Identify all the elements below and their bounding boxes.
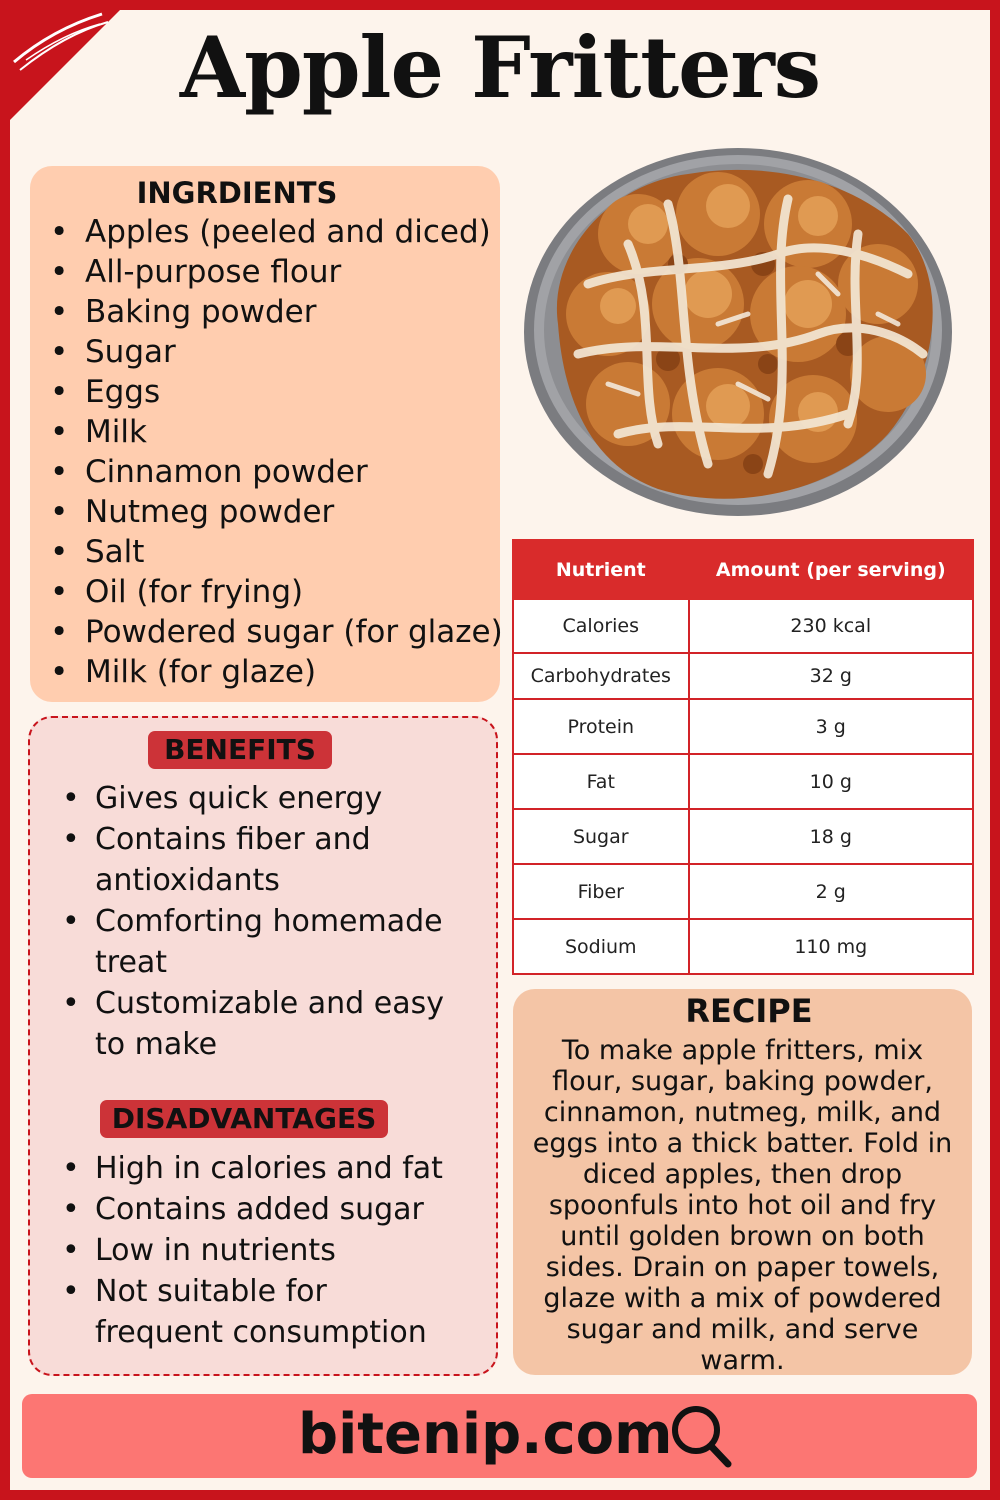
disadvantage-text: High in calories and fat xyxy=(95,1151,443,1186)
nutrient-cell: Carbohydrates xyxy=(513,653,689,699)
list-item: • Customizable and easy to make xyxy=(62,983,482,1065)
ingredient-text: Powdered sugar (for glaze) xyxy=(85,614,503,650)
list-item: • High in calories and fat xyxy=(62,1148,482,1189)
table-row xyxy=(513,653,973,699)
nutrient-cell: Protein xyxy=(513,699,689,754)
list-item: • Cinnamon powder xyxy=(50,454,368,490)
list-item: • Low in nutrients xyxy=(62,1230,482,1271)
table-row xyxy=(513,864,973,919)
ingredient-text: Apples (peeled and diced) xyxy=(85,214,491,250)
recipe-text: To make apple fritters, mix flour, sugar, baking powder, cinnamon, nutmeg, milk, and eggs into a thick batter. Fold in diced apples, then drop spoonfuls into hot oil and fry until golden brown on both sides. Drain on paper towels, glaze with a mix of powdered sugar and milk, and serve warm. xyxy=(532,1035,953,1376)
nutrient-cell: Sugar xyxy=(513,809,689,864)
ingredient-text: Oil (for frying) xyxy=(85,574,304,610)
ingredient-text: Salt xyxy=(85,534,145,570)
table-row xyxy=(513,754,973,809)
ingredients-list xyxy=(50,212,503,692)
list-item: • Contains added sugar xyxy=(62,1189,482,1230)
nutrient-cell: Sodium xyxy=(513,919,689,974)
list-item: • Sugar xyxy=(50,334,176,370)
list-item: • Nutmeg powder xyxy=(50,494,335,530)
list-item: • Not suitable for frequent consumption xyxy=(62,1271,482,1353)
amount-cell: 230 kcal xyxy=(689,599,973,653)
ingredient-text: Eggs xyxy=(85,374,161,410)
list-item: • Oil (for frying) xyxy=(50,574,304,610)
list-item: • Gives quick energy xyxy=(62,778,482,819)
benefit-text: Comforting homemade treat xyxy=(95,904,443,980)
ingredient-text: Milk (for glaze) xyxy=(85,654,317,690)
nutrient-cell: Calories xyxy=(513,599,689,653)
ingredient-text: Milk xyxy=(85,414,147,450)
amount-cell: 2 g xyxy=(689,864,973,919)
site-link[interactable]: bitenip.com xyxy=(298,1402,673,1467)
disadvantages-heading: DISADVANTAGES xyxy=(100,1100,388,1138)
search-icon[interactable] xyxy=(670,1402,734,1470)
amount-cell: 3 g xyxy=(689,699,973,754)
benefit-text: Customizable and easy to make xyxy=(95,986,444,1062)
nutrition-table xyxy=(512,539,974,975)
nutrient-cell: Fat xyxy=(513,754,689,809)
ingredient-text: Nutmeg powder xyxy=(85,494,335,530)
disadvantage-text: Low in nutrients xyxy=(95,1233,336,1268)
disadvantage-text: Not suitable for frequent consumption xyxy=(95,1274,427,1350)
list-item: • Powdered sugar (for glaze) xyxy=(50,614,503,650)
list-item: • Milk xyxy=(50,414,147,450)
list-item: • All-purpose flour xyxy=(50,254,342,290)
table-row xyxy=(513,599,973,653)
ingredient-text: Cinnamon powder xyxy=(85,454,368,490)
amount-cell: 18 g xyxy=(689,809,973,864)
table-header-row xyxy=(513,540,973,599)
list-item: • Apples (peeled and diced) xyxy=(50,214,491,250)
page-title: Apple Fritters xyxy=(179,18,821,117)
recipe-heading: RECIPE xyxy=(685,992,813,1030)
disadvantage-text: Contains added sugar xyxy=(95,1192,424,1227)
benefit-text: Contains fiber and antioxidants xyxy=(95,822,371,898)
column-header-nutrient: Nutrient xyxy=(513,540,689,599)
nutrient-cell: Fiber xyxy=(513,864,689,919)
list-item: • Contains fiber and antioxidants xyxy=(62,819,482,901)
benefits-list xyxy=(62,778,482,1065)
amount-cell: 10 g xyxy=(689,754,973,809)
ingredient-text: Sugar xyxy=(85,334,176,370)
table-row xyxy=(513,699,973,754)
ingredient-text: Baking powder xyxy=(85,294,317,330)
table-row xyxy=(513,809,973,864)
list-item: • Baking powder xyxy=(50,294,317,330)
amount-cell: 32 g xyxy=(689,653,973,699)
table-row xyxy=(513,919,973,974)
disadvantages-list xyxy=(62,1148,482,1353)
apple-fritters-photo xyxy=(518,144,972,530)
list-item: • Comforting homemade treat xyxy=(62,901,482,983)
ingredients-heading: INGRDIENTS xyxy=(136,176,338,210)
benefit-text: Gives quick energy xyxy=(95,781,383,816)
column-header-amount: Amount (per serving) xyxy=(689,540,973,599)
list-item: • Eggs xyxy=(50,374,161,410)
list-item: • Milk (for glaze) xyxy=(50,654,317,690)
list-item: • Salt xyxy=(50,534,145,570)
ingredient-text: All-purpose flour xyxy=(85,254,342,290)
amount-cell: 110 mg xyxy=(689,919,973,974)
benefits-heading: BENEFITS xyxy=(148,731,332,769)
